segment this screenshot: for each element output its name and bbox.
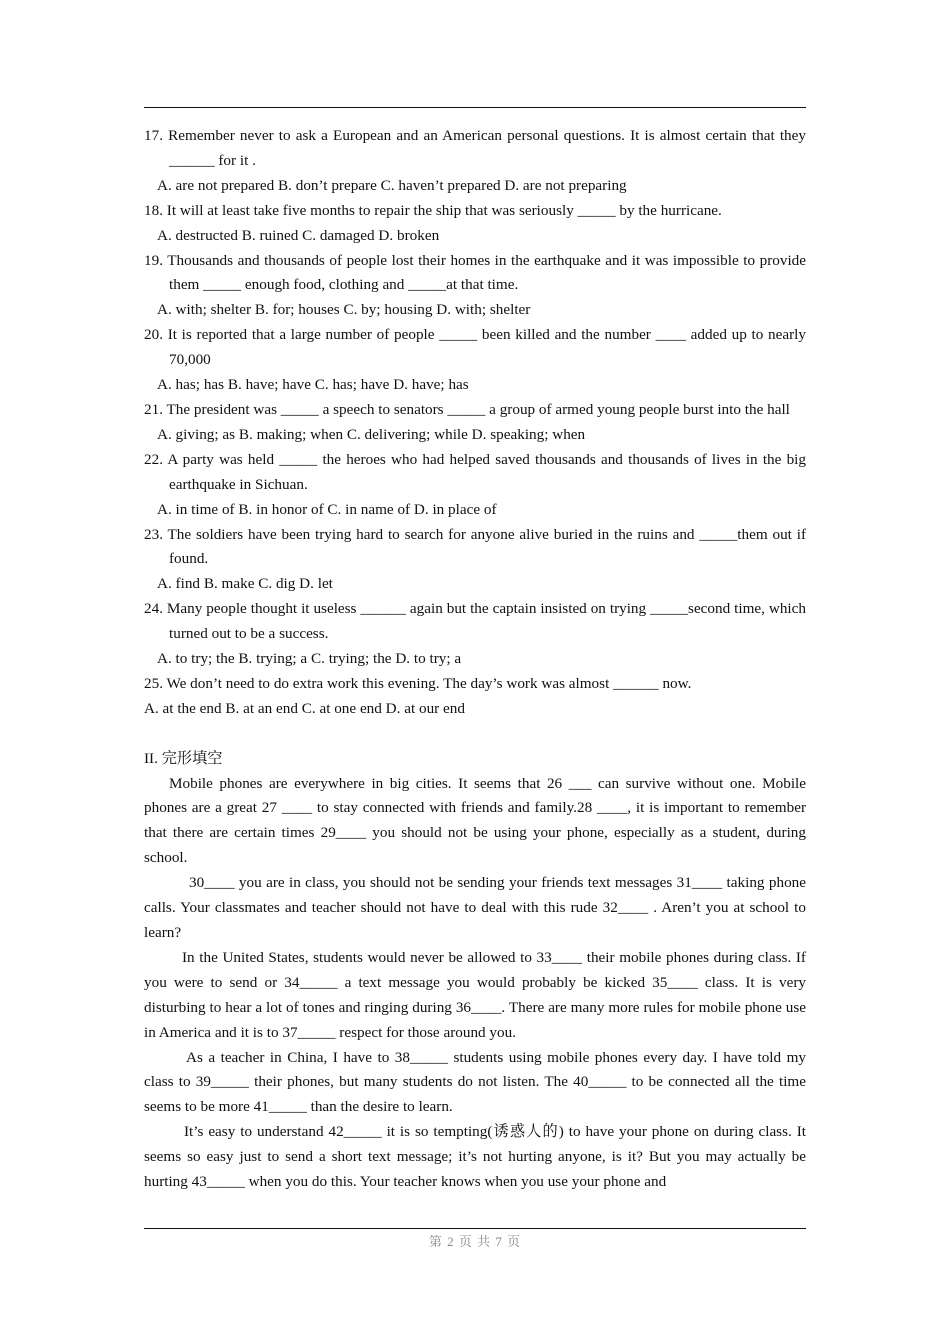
question-stem: 23. The soldiers have been trying hard to search for anyone alive buried in the ruins and _____them out if found. <box>144 525 806 568</box>
question-options: A. to try; the B. trying; a C. trying; the D. to try; a <box>157 650 462 668</box>
cloze-paragraph-1: Mobile phones are everywhere in big cities. It seems that 26 ___ can survive without one. Mobile phones are a great 27 ____ to stay connected with friends and family.28 ____, it is important to remember that there are certain times 29____ you should not be using your phone, especially as a student, during school. <box>144 774 806 867</box>
header-rule <box>144 107 806 108</box>
question-19 <box>144 249 806 324</box>
question-options: A. at the end B. at an end C. at one end D. at our end <box>144 699 465 717</box>
question-options: A. giving; as B. making; when C. delivering; while D. speaking; when <box>157 425 586 443</box>
question-stem: 17. Remember never to ask a European and an American personal questions. It is almost certain that they ______ for it . <box>144 127 806 169</box>
question-options: A. destructed B. ruined C. damaged D. broken <box>157 226 440 244</box>
question-22 <box>144 448 806 523</box>
question-stem: 18. It will at least take five months to repair the ship that was seriously _____ by the hurricane. <box>144 201 722 219</box>
question-options: A. has; has B. have; have C. has; have D. have; has <box>157 376 469 394</box>
question-stem: 22. A party was held _____ the heroes who had helped saved thousands and thousands of lives in the big earthquake in Sichuan. <box>144 450 806 493</box>
section-title: II. 完形填空 <box>144 749 223 767</box>
question-17 <box>144 124 806 199</box>
question-stem: 21. The president was _____ a speech to senators _____ a group of armed young people burst into the hall <box>144 400 790 418</box>
question-options: A. find B. make C. dig D. let <box>157 575 333 593</box>
question-stem: 20. It is reported that a large number of people _____ been killed and the number ____ added up to nearly 70,000 <box>144 326 806 369</box>
question-options: A. in time of B. in honor of C. in name of D. in place of <box>157 500 497 518</box>
question-stem: 24. Many people thought it useless ______ again but the captain insisted on trying _____second time, which turned out to be a success. <box>144 600 806 643</box>
question-21 <box>144 398 806 448</box>
page-content <box>144 124 806 1195</box>
question-stem: 25. We don’t need to do extra work this evening. The day’s work was almost ______ now. <box>144 674 692 692</box>
question-18 <box>144 199 806 249</box>
cloze-paragraph-5: It’s easy to understand 42_____ it is so tempting(诱惑人的) to have your phone on during class. It seems so easy just to send a short text message; it’s not hurting anyone, is it? But you may actually be hurting 43_____ when you do this. Your teacher knows when you use your phone and <box>144 1123 806 1191</box>
cloze-paragraph-3: In the United States, students would never be allowed to 33____ their mobile phones during class. If you were to send or 34_____ a text message you would probably be kicked 35____ class. It is very disturbing to hear a lot of tones and ringing during 36____. There are many more rules for mobile phone use in America and it is to 37_____ respect for those around you. <box>144 948 806 1041</box>
question-25 <box>144 672 806 722</box>
question-23 <box>144 523 806 598</box>
question-options: A. with; shelter B. for; houses C. by; housing D. with; shelter <box>157 301 531 319</box>
question-stem: 19. Thousands and thousands of people lost their homes in the earthquake and it was impossible to provide them _____ enough food, clothing and _____at that time. <box>144 251 806 294</box>
question-options: A. are not prepared B. don’t prepare C. haven’t prepared D. are not preparing <box>157 176 627 194</box>
question-20 <box>144 323 806 398</box>
cloze-paragraph-4: As a teacher in China, I have to 38_____ students using mobile phones every day. I have told my class to 39_____ their phones, but many students do not listen. The 40_____ to be connected all the time seems to be more 41_____ than the desire to learn. <box>144 1048 806 1116</box>
page-number-footer: 第 2 页 共 7 页 <box>428 1234 522 1249</box>
cloze-paragraph-2: 30____ you are in class, you should not be sending your friends text messages 31____ taking phone calls. Your classmates and teacher should not have to deal with this rude 32____ . Aren’t you at school to learn? <box>144 874 806 941</box>
footer-rule <box>144 1228 806 1229</box>
question-24 <box>144 597 806 672</box>
